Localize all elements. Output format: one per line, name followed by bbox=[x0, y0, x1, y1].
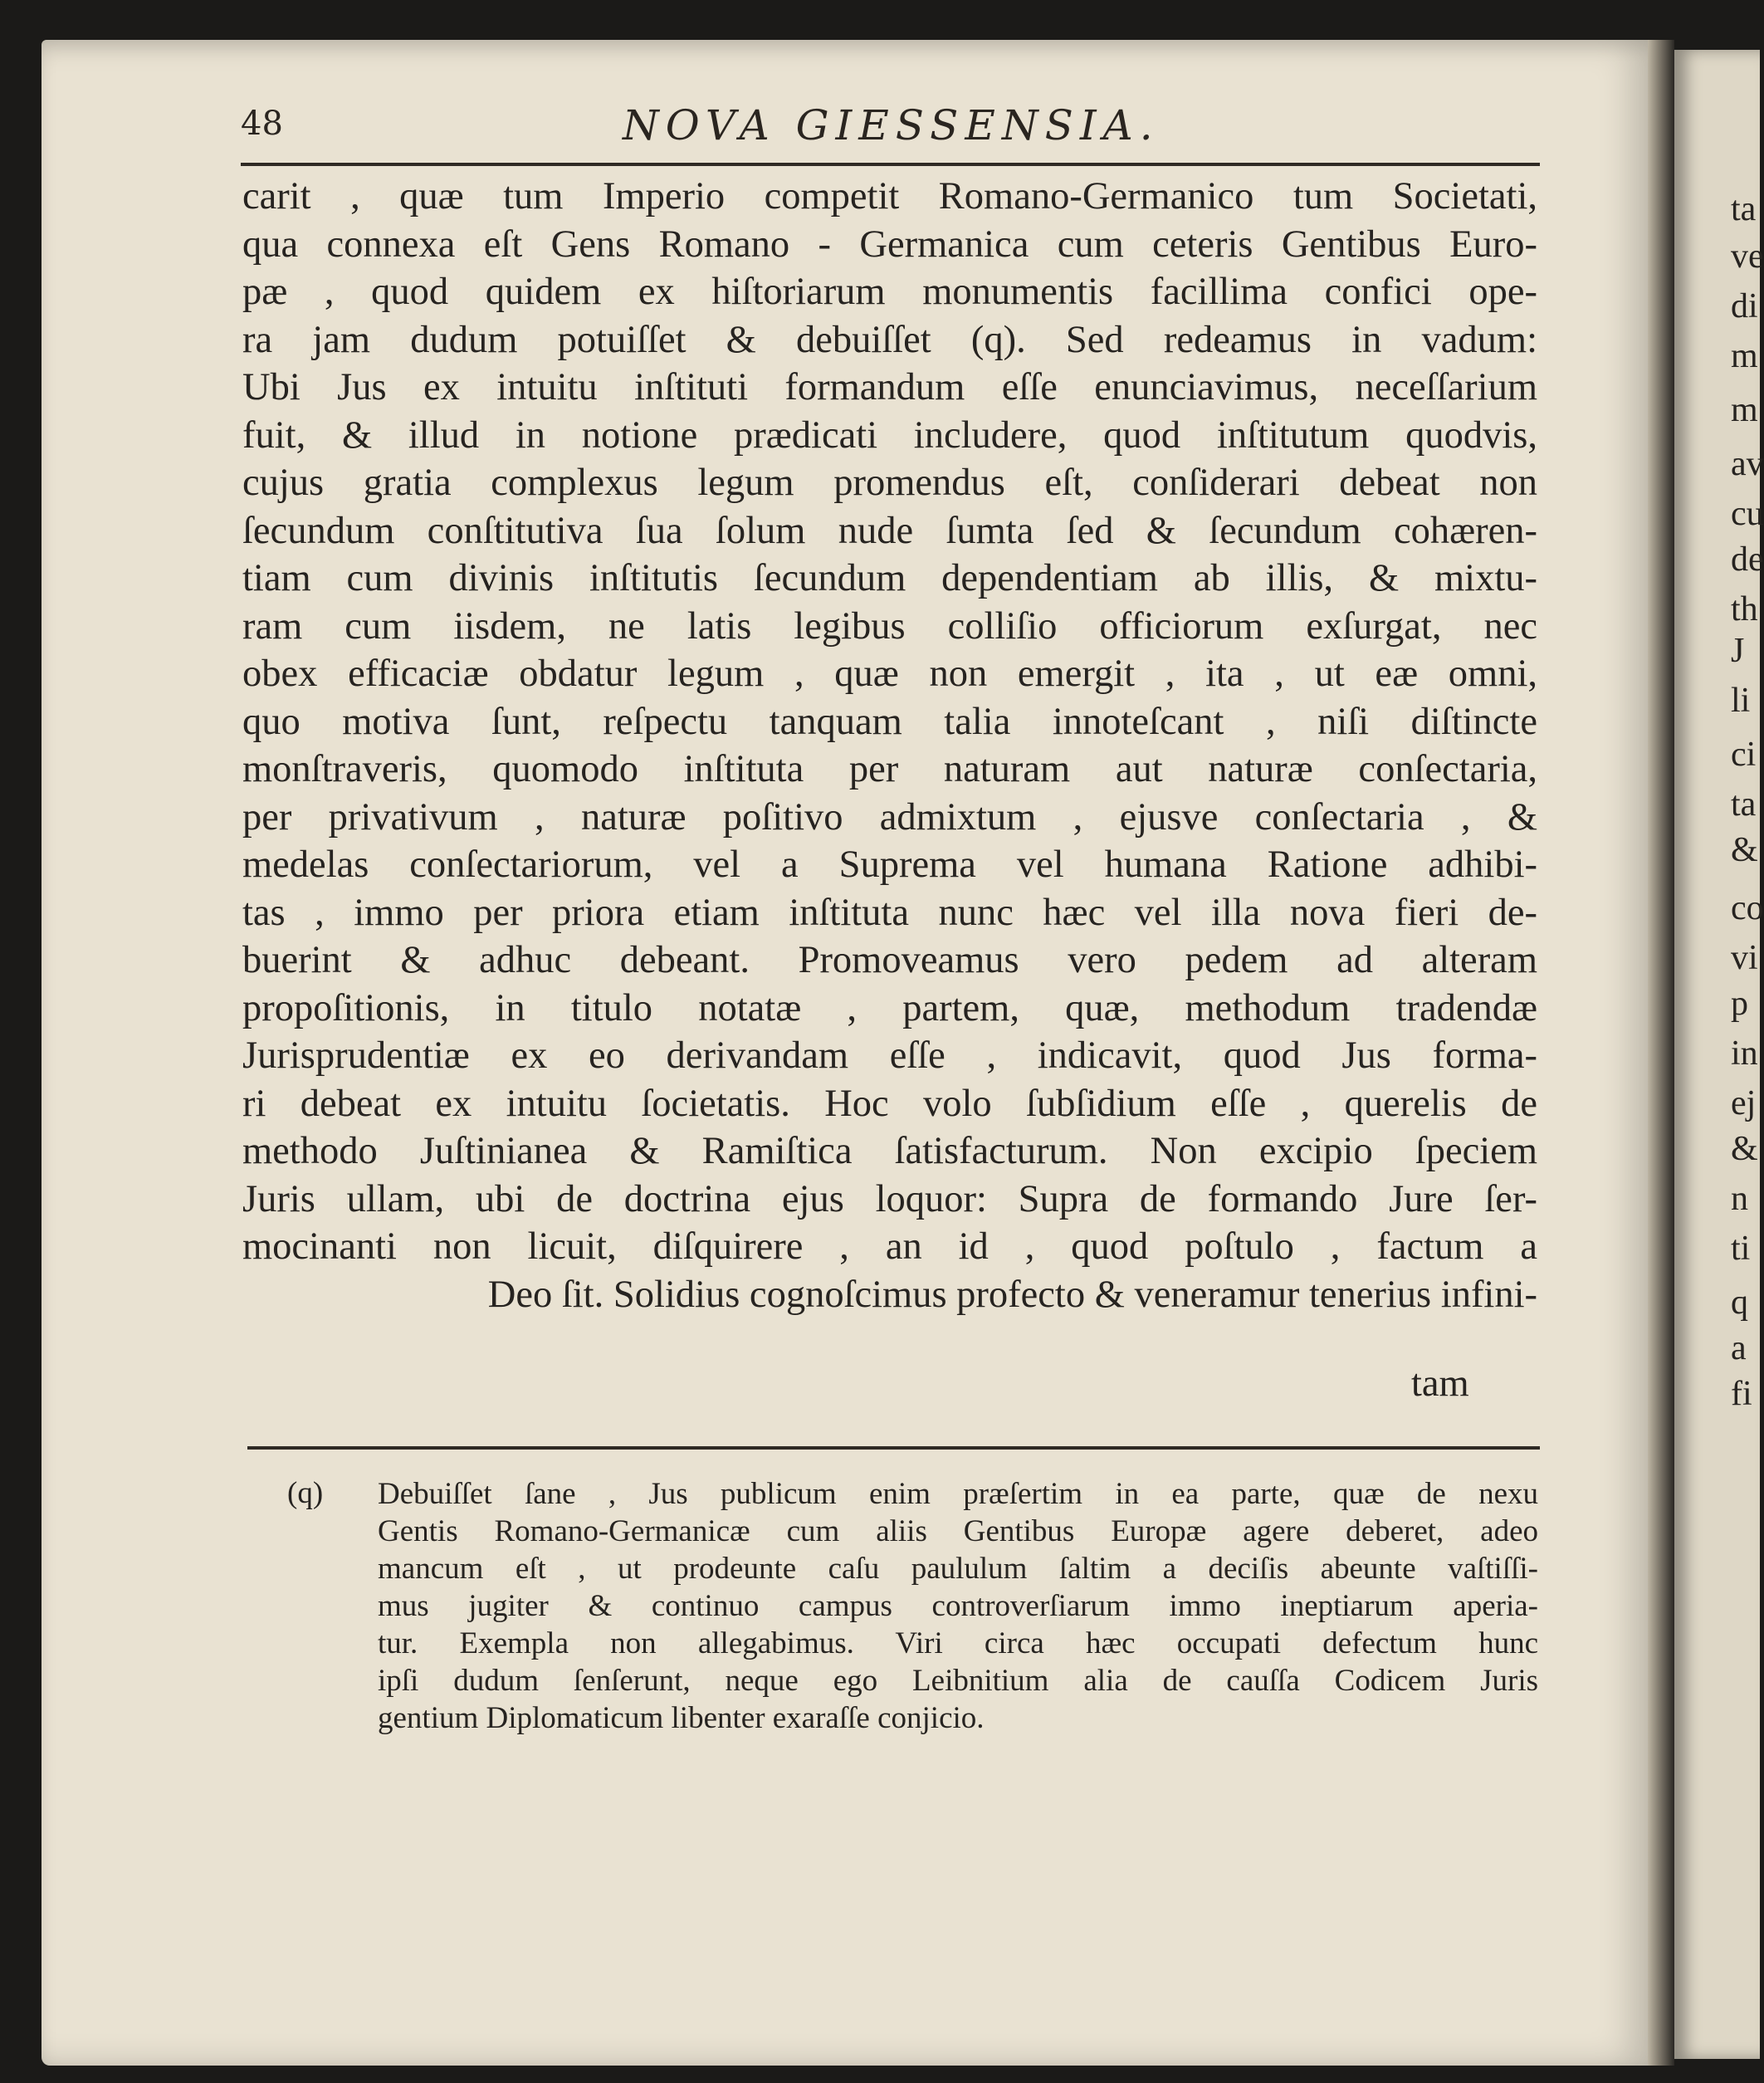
text-line: monſtraveris, quomodo inſtituta per naturam aut naturæ conſectaria, bbox=[242, 748, 1537, 790]
text-line: Deo ſit. Solidius cognoſcimus profecto & veneramur tenerius infini- bbox=[487, 1273, 1537, 1316]
facing-page-fragment: n bbox=[1731, 1180, 1748, 1218]
text-line: per privativum , naturæ poſitivo admixtum , ejusve conſectaria , & bbox=[242, 795, 1537, 839]
facing-page-fragment: ej bbox=[1731, 1084, 1757, 1122]
facing-page-fragment: q bbox=[1731, 1284, 1748, 1322]
facing-page-fragment: J bbox=[1731, 632, 1745, 670]
text-line: qua connexa eſt Gens Romano - Germanica cum ceteris Gentibus Euro- bbox=[242, 222, 1537, 266]
facing-page-fragment: th bbox=[1731, 590, 1758, 628]
text-line: pæ , quod quidem ex hiſtoriarum monumentis facillima confici ope- bbox=[242, 271, 1537, 313]
facing-page-fragment: vi bbox=[1731, 939, 1758, 977]
facing-page-fragment: ta bbox=[1731, 190, 1757, 228]
footnote-rule bbox=[247, 1446, 1540, 1450]
text-line: ram cum iisdem, ne latis legibus colliſio officiorum exſurgat, nec bbox=[242, 604, 1537, 648]
facing-page-fragment: cu bbox=[1731, 495, 1764, 533]
facing-page-fragment: de bbox=[1731, 540, 1764, 579]
footnote-line: ipſi dudum ſenſerunt, neque ego Leibnitium alia de cauſſa Codicem Juris bbox=[378, 1664, 1538, 1698]
running-title: NOVA GIESSENSIA. bbox=[623, 101, 1160, 149]
facing-page-fragment: av bbox=[1731, 445, 1764, 483]
text-line: ri debeat ex intuitu ſocietatis. Hoc volo ſubſidium eſſe , querelis de bbox=[242, 1082, 1537, 1125]
main-text bbox=[242, 173, 1537, 1318]
text-line: buerint & adhuc debeant. Promoveamus vero pedem ad alteram bbox=[242, 939, 1537, 981]
facing-page-fragment: ci bbox=[1731, 736, 1757, 774]
footnote-line: gentium Diplomaticum libenter exaraſſe conjicio. bbox=[378, 1701, 985, 1735]
text-line: tas , immo per priora etiam inſtituta nunc hæc vel illa nova fieri de- bbox=[242, 891, 1537, 934]
text-line: tiam cum divinis inſtitutis ſecundum dependentiam ab illis, & mixtu- bbox=[242, 557, 1537, 599]
page-number: 48 bbox=[241, 105, 283, 143]
facing-page-fragment: m bbox=[1731, 391, 1758, 429]
footnote bbox=[378, 1475, 1538, 1737]
text-line: medelas conſectariorum, vel a Suprema vel humana Ratione adhibi- bbox=[242, 843, 1537, 886]
text-line: mocinanti non licuit, diſquirere , an id , quod poſtulo , factum a bbox=[242, 1225, 1537, 1268]
facing-page-fragment: li bbox=[1731, 682, 1751, 720]
text-line: ra jam dudum potuiſſet & debuiſſet (q). Sed redeamus in vadum: bbox=[242, 318, 1537, 361]
text-line: obex efficaciæ obdatur legum , quæ non emergit , ita , ut eæ omni, bbox=[242, 653, 1537, 695]
book-gutter bbox=[1648, 40, 1674, 2066]
text-line: quo motiva ſunt, reſpectu tanquam talia innoteſcant , niſi diſtincte bbox=[242, 700, 1537, 743]
footnote-line: tur. Exempla non allegabimus. Viri circa hæc occupati defectum hunc bbox=[378, 1626, 1538, 1660]
text-line: propoſitionis, in titulo notatæ , partem, quæ, methodum tradendæ bbox=[242, 986, 1537, 1029]
facing-page-fragment: di bbox=[1731, 287, 1758, 325]
facing-page-fragment: & bbox=[1731, 1130, 1758, 1168]
text-line: fuit, & illud in notione prædicati includere, quod inſtitutum quodvis, bbox=[242, 413, 1537, 457]
footnote-line: Gentis Romano-Germanicæ cum aliis Gentibus Europæ agere deberet, adeo bbox=[378, 1514, 1538, 1548]
text-line: Juris ullam, ubi de doctrina ejus loquor: Supra de formando Jure ſer- bbox=[242, 1177, 1537, 1220]
facing-page-fragment: co bbox=[1731, 889, 1764, 927]
facing-page-fragment: ti bbox=[1731, 1230, 1751, 1268]
footnote-line: Debuiſſet ſane , Jus publicum enim præſertim in ea parte, quæ de nexu bbox=[378, 1477, 1538, 1511]
facing-page-fragment: fi bbox=[1731, 1375, 1752, 1413]
header-rule bbox=[241, 163, 1540, 166]
text-line: ſecundum conſtitutiva ſua ſolum nude ſumta ſed & ſecundum cohæren- bbox=[242, 509, 1537, 552]
text-line: Ubi Jus ex intuitu inſtituti formandum eſſe enunciavimus, neceſſarium bbox=[242, 366, 1537, 408]
facing-page-fragment: m bbox=[1731, 337, 1758, 375]
facing-page-fragment: in bbox=[1731, 1034, 1758, 1073]
footnote-marker: (q) bbox=[287, 1476, 324, 1510]
facing-page-fragment: p bbox=[1731, 985, 1748, 1023]
text-line: carit , quæ tum Imperio competit Romano-Germanico tum Societati, bbox=[242, 175, 1537, 218]
catchword: tam bbox=[1411, 1362, 1469, 1405]
footnote-line: mancum eſt , ut prodeunte caſu paululum ſaltim a deciſis abeunte vaſtiſſi- bbox=[378, 1552, 1538, 1586]
facing-page-fragment: a bbox=[1731, 1329, 1747, 1367]
text-line: methodo Juſtinianea & Ramiſtica ſatisfacturum. Non excipio ſpeciem bbox=[242, 1130, 1537, 1172]
footnote-line: mus jugiter & continuo campus controverſiarum immo ineptiarum aperia- bbox=[378, 1589, 1538, 1623]
facing-page-fragment: ta bbox=[1731, 785, 1757, 824]
text-line: Jurisprudentiæ ex eo derivandam eſſe , indicavit, quod Jus forma- bbox=[242, 1034, 1537, 1077]
facing-page-fragment: ve bbox=[1731, 237, 1764, 276]
facing-page-fragment: & bbox=[1731, 831, 1758, 869]
page-header bbox=[241, 96, 1536, 163]
text-line: cujus gratia complexus legum promendus eſt, conſiderari debeat non bbox=[242, 462, 1537, 504]
